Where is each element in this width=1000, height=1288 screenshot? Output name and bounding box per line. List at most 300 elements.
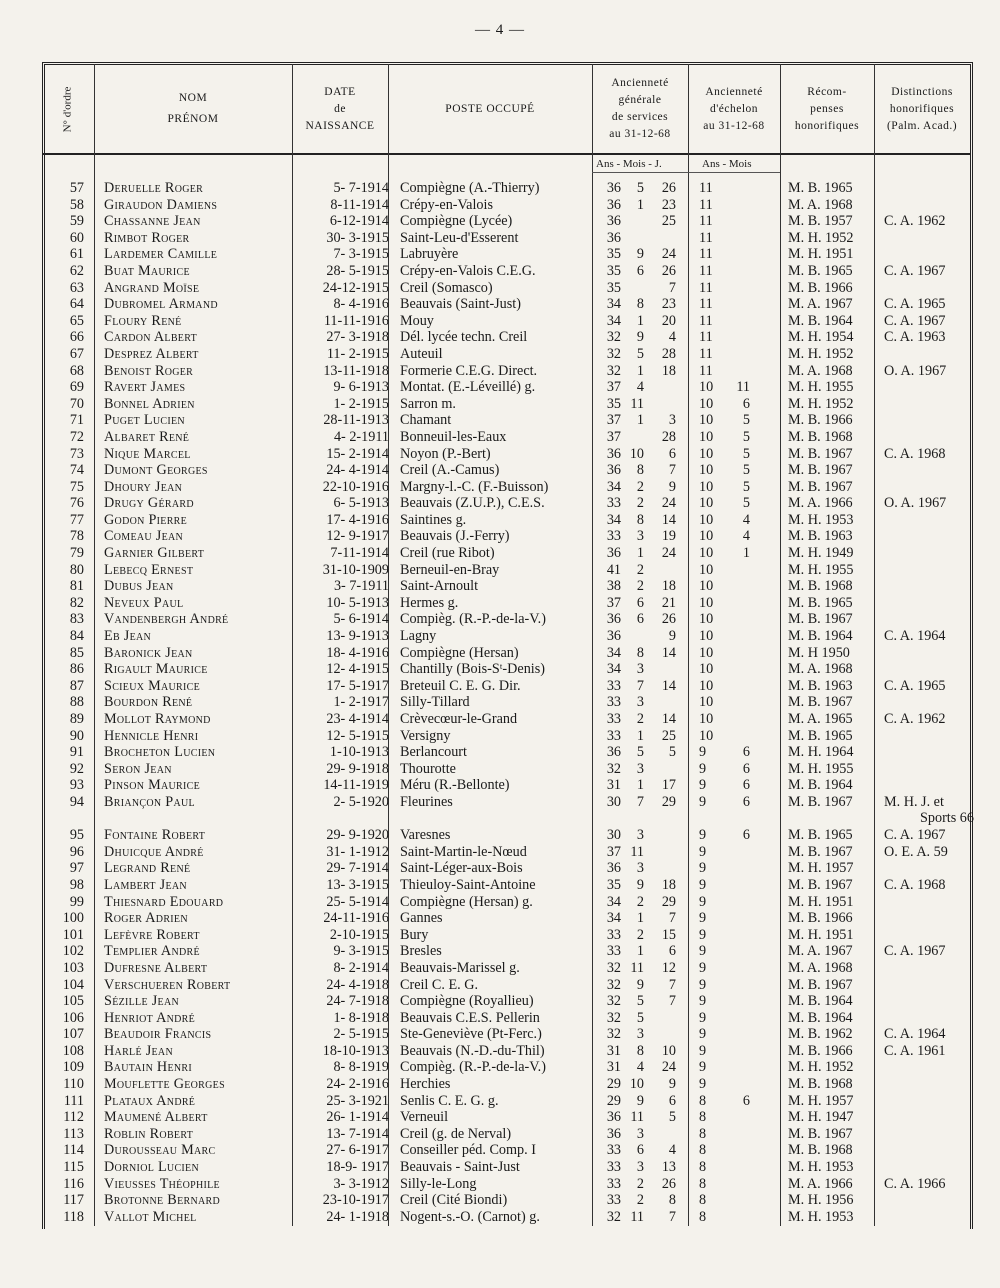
row-name: Fontaine Robert bbox=[104, 827, 206, 844]
row-position: Chamant bbox=[400, 412, 452, 429]
row-name: Comeau Jean bbox=[104, 528, 184, 545]
row-service-days: 18 bbox=[661, 876, 676, 893]
row-name: Dumont Georges bbox=[104, 462, 208, 479]
row-name: Baronick Jean bbox=[104, 644, 193, 661]
row-service-days: 26 bbox=[661, 180, 676, 196]
row-birthdate: 2- 5-1915 bbox=[333, 1026, 389, 1043]
row-service-days: 20 bbox=[661, 312, 676, 329]
row-award: M. B. 1964 bbox=[788, 993, 853, 1010]
row-number: 62 bbox=[69, 262, 84, 279]
row-service-years: 35 bbox=[606, 279, 621, 296]
row-name: Godon Pierre bbox=[104, 511, 188, 528]
row-service-months: 1 bbox=[636, 943, 644, 960]
row-service-days: 14 bbox=[661, 711, 676, 727]
row-award: M. B. 1963 bbox=[788, 528, 853, 545]
row-position: Creil (Somasco) bbox=[400, 279, 493, 296]
row-service-days: 24 bbox=[661, 495, 676, 512]
row-position: Crèvecœur-le-Grand bbox=[400, 711, 518, 727]
row-distinction: C. A. 1961 bbox=[884, 1042, 946, 1059]
row-number: 74 bbox=[69, 462, 84, 479]
row-echelon-years: 11 bbox=[699, 345, 713, 362]
row-number: 61 bbox=[69, 246, 84, 263]
row-name: Garnier Gilbert bbox=[104, 545, 205, 562]
header-anciennete-generale bbox=[594, 66, 686, 152]
row-position: Creil (rue Ribot) bbox=[400, 545, 495, 562]
row-echelon-months: 6 bbox=[742, 744, 750, 761]
row-birthdate: 31-10-1909 bbox=[322, 561, 389, 578]
row-distinction: C. A. 1964 bbox=[884, 628, 946, 645]
row-echelon-years: 10 bbox=[699, 711, 714, 727]
row-echelon-years: 8 bbox=[699, 1109, 707, 1126]
row-service-days: 24 bbox=[661, 246, 676, 263]
row-name: Hennicle Henri bbox=[104, 727, 199, 744]
row-number: 93 bbox=[69, 777, 84, 794]
row-position: Compièg. (R.-P.-de-la-V.) bbox=[400, 1059, 546, 1076]
row-service-months: 9 bbox=[636, 329, 644, 346]
row-birthdate: 3- 3-1912 bbox=[333, 1175, 389, 1192]
row-service-years: 35 bbox=[606, 246, 621, 263]
table-row bbox=[44, 462, 972, 479]
row-service-months: 11 bbox=[630, 1109, 644, 1126]
row-service-years: 33 bbox=[606, 495, 621, 512]
row-distinction: C. A. 1965 bbox=[884, 296, 946, 313]
row-award: M. H. 1956 bbox=[788, 1192, 854, 1209]
row-echelon-months: 5 bbox=[742, 478, 750, 495]
row-service-days: 25 bbox=[661, 213, 676, 230]
row-name: Bourdon René bbox=[104, 694, 193, 711]
row-birthdate: 8- 4-1916 bbox=[333, 296, 389, 313]
header-date bbox=[294, 66, 386, 152]
row-echelon-years: 11 bbox=[699, 213, 713, 230]
row-number: 65 bbox=[69, 312, 84, 329]
row-birthdate: 22-10-1916 bbox=[322, 478, 389, 495]
row-service-days: 7 bbox=[668, 462, 676, 479]
row-birthdate: 17- 4-1916 bbox=[326, 511, 389, 528]
row-award: M. B. 1968 bbox=[788, 1076, 853, 1093]
row-number: 60 bbox=[69, 229, 84, 246]
row-echelon-years: 10 bbox=[699, 644, 714, 661]
table-row bbox=[44, 1026, 972, 1043]
row-birthdate: 18-10-1913 bbox=[322, 1042, 389, 1059]
row-service-days: 9 bbox=[668, 1076, 676, 1093]
row-birthdate: 29- 9-1920 bbox=[326, 827, 389, 844]
row-name: Dorniol Lucien bbox=[104, 1159, 199, 1176]
row-award: M. B. 1966 bbox=[788, 910, 853, 927]
row-distinction: C. A. 1963 bbox=[884, 329, 946, 346]
table-row bbox=[44, 363, 972, 380]
row-number: 69 bbox=[69, 379, 84, 396]
row-echelon-months: 6 bbox=[742, 395, 750, 412]
header-line: penses bbox=[810, 102, 844, 115]
row-position: Labruyère bbox=[400, 246, 459, 263]
row-echelon-years: 8 bbox=[699, 1208, 707, 1225]
row-echelon-months: 6 bbox=[742, 777, 750, 794]
row-position: Hermes g. bbox=[400, 594, 459, 611]
row-position: Beauvais C.E.S. Pellerin bbox=[400, 1009, 540, 1026]
row-number: 57 bbox=[69, 180, 84, 196]
row-award: M. H. 1947 bbox=[788, 1109, 854, 1126]
row-distinction-continued: Sports 66 bbox=[920, 809, 974, 826]
row-service-days: 12 bbox=[661, 959, 676, 976]
row-service-days: 24 bbox=[661, 545, 676, 562]
header-line: honorifiques bbox=[794, 119, 860, 132]
table-row bbox=[44, 1176, 972, 1193]
header-nom-line: NOM bbox=[178, 92, 208, 104]
row-birthdate: 7- 3-1915 bbox=[333, 246, 389, 263]
row-number: 73 bbox=[69, 445, 84, 462]
row-echelon-years: 8 bbox=[699, 1159, 707, 1176]
table-row bbox=[44, 844, 972, 861]
row-distinction: C. A. 1968 bbox=[884, 445, 946, 462]
row-birthdate: 23-10-1917 bbox=[322, 1192, 389, 1209]
row-service-years: 37 bbox=[606, 379, 621, 396]
row-echelon-years: 10 bbox=[699, 561, 714, 578]
row-birthdate: 11- 2-1915 bbox=[326, 345, 389, 362]
row-service-months: 5 bbox=[636, 993, 644, 1010]
row-award: M. B. 1965 bbox=[788, 594, 853, 611]
table-row bbox=[44, 429, 972, 446]
row-name: Vieusses Théophile bbox=[104, 1175, 220, 1192]
row-distinction: C. A. 1967 bbox=[884, 827, 946, 844]
row-echelon-years: 9 bbox=[699, 910, 707, 927]
row-distinction: C. A. 1966 bbox=[884, 1175, 946, 1192]
row-number: 96 bbox=[69, 843, 84, 860]
row-birthdate: 10- 5-1913 bbox=[326, 594, 389, 611]
row-service-years: 36 bbox=[606, 213, 621, 230]
header-recompenses bbox=[782, 66, 872, 152]
row-service-days: 6 bbox=[668, 445, 676, 462]
row-service-years: 34 bbox=[606, 296, 621, 313]
row-service-days: 26 bbox=[661, 262, 676, 279]
row-position: Varesnes bbox=[400, 827, 451, 844]
row-service-months: 8 bbox=[636, 462, 644, 479]
table-row bbox=[44, 711, 972, 728]
row-number: 70 bbox=[69, 395, 84, 412]
row-award: M. H 1950 bbox=[788, 644, 850, 661]
row-service-days: 18 bbox=[661, 578, 676, 595]
row-name: Desprez Albert bbox=[104, 345, 199, 362]
row-echelon-years: 8 bbox=[699, 1142, 707, 1159]
header-date-line: de bbox=[334, 102, 346, 115]
row-service-days: 15 bbox=[661, 926, 676, 943]
row-award: M. B. 1967 bbox=[788, 445, 853, 462]
row-birthdate: 1- 8-1918 bbox=[333, 1009, 389, 1026]
row-service-days: 6 bbox=[668, 943, 676, 960]
row-service-years: 33 bbox=[606, 926, 621, 943]
row-number: 106 bbox=[62, 1009, 84, 1026]
row-number: 83 bbox=[69, 611, 84, 628]
row-echelon-years: 11 bbox=[699, 262, 713, 279]
table-row bbox=[44, 877, 972, 894]
table-row bbox=[44, 1126, 972, 1143]
header-divider bbox=[42, 153, 971, 155]
row-position: Compièg. (R.-P.-de-la-V.) bbox=[400, 611, 546, 628]
row-service-months: 6 bbox=[636, 594, 644, 611]
subheader-anciennete-generale: Ans - Mois - J. bbox=[596, 158, 662, 170]
row-award: M. A. 1968 bbox=[788, 362, 853, 379]
table-row bbox=[44, 346, 972, 363]
row-birthdate: 31- 1-1912 bbox=[326, 843, 389, 860]
table-row bbox=[44, 595, 972, 612]
row-service-months: 6 bbox=[636, 262, 644, 279]
row-echelon-years: 10 bbox=[699, 379, 714, 396]
row-service-days: 23 bbox=[661, 296, 676, 313]
row-service-months: 3 bbox=[636, 860, 644, 877]
row-number: 80 bbox=[69, 561, 84, 578]
table-row bbox=[44, 943, 972, 960]
row-position: Herchies bbox=[400, 1076, 451, 1093]
row-service-years: 34 bbox=[606, 893, 621, 910]
row-number: 113 bbox=[63, 1125, 84, 1142]
row-service-days: 29 bbox=[661, 793, 676, 810]
row-distinction: C. A. 1968 bbox=[884, 876, 946, 893]
row-position: Beauvais-Marissel g. bbox=[400, 959, 520, 976]
header-distinctions bbox=[876, 66, 968, 152]
row-distinction: C. A. 1967 bbox=[884, 262, 946, 279]
row-name: Giraudon Damiens bbox=[104, 196, 218, 213]
row-birthdate: 1- 2-1917 bbox=[333, 694, 389, 711]
row-number: 67 bbox=[69, 345, 84, 362]
row-number: 78 bbox=[69, 528, 84, 545]
row-position: Beauvais (N.-D.-du-Thil) bbox=[400, 1042, 545, 1059]
row-echelon-years: 9 bbox=[699, 777, 707, 794]
row-service-days: 23 bbox=[661, 196, 676, 213]
row-echelon-years: 9 bbox=[699, 793, 707, 810]
row-name: Floury René bbox=[104, 312, 182, 329]
row-service-years: 32 bbox=[606, 760, 621, 777]
row-name: Durousseau Marc bbox=[104, 1142, 216, 1159]
row-echelon-years: 10 bbox=[699, 528, 714, 545]
table-row bbox=[44, 528, 972, 545]
row-award: M. B. 1964 bbox=[788, 628, 853, 645]
row-number: 64 bbox=[69, 296, 84, 313]
row-position: Senlis C. E. G. g. bbox=[400, 1092, 499, 1109]
row-service-days: 3 bbox=[668, 412, 676, 429]
row-echelon-years: 10 bbox=[699, 727, 714, 744]
row-award: M. H. 1964 bbox=[788, 744, 854, 761]
row-birthdate: 29- 7-1914 bbox=[326, 860, 389, 877]
header-date-line: NAISSANCE bbox=[305, 119, 375, 132]
row-position: Fleurines bbox=[400, 793, 453, 810]
table-row bbox=[44, 977, 972, 994]
row-position: Compiègne (Royallieu) bbox=[400, 993, 534, 1010]
row-award: M. B. 1968 bbox=[788, 1142, 853, 1159]
row-number: 86 bbox=[69, 661, 84, 678]
row-service-months: 9 bbox=[636, 976, 644, 993]
row-echelon-years: 9 bbox=[699, 860, 707, 877]
row-echelon-years: 10 bbox=[699, 428, 714, 445]
row-echelon-years: 9 bbox=[699, 1026, 707, 1043]
row-service-months: 1 bbox=[636, 727, 644, 744]
row-service-days: 13 bbox=[661, 1159, 676, 1176]
row-birthdate: 6-12-1914 bbox=[329, 213, 389, 230]
row-name: Vandenbergh André bbox=[104, 611, 229, 628]
row-service-days: 19 bbox=[661, 528, 676, 545]
row-number: 114 bbox=[63, 1142, 84, 1159]
row-service-years: 32 bbox=[606, 329, 621, 346]
row-service-years: 33 bbox=[606, 677, 621, 694]
row-service-months: 6 bbox=[636, 611, 644, 628]
row-service-years: 35 bbox=[606, 876, 621, 893]
row-echelon-years: 10 bbox=[699, 628, 714, 645]
row-service-months: 7 bbox=[636, 677, 644, 694]
row-echelon-years: 10 bbox=[699, 661, 714, 678]
row-birthdate: 23- 4-1914 bbox=[326, 711, 389, 727]
row-echelon-years: 10 bbox=[699, 677, 714, 694]
row-birthdate: 1-10-1913 bbox=[329, 744, 389, 761]
row-number: 77 bbox=[69, 511, 84, 528]
row-birthdate: 8- 2-1914 bbox=[333, 959, 389, 976]
row-number: 116 bbox=[63, 1175, 84, 1192]
header-poste-label: POSTE OCCUPÉ bbox=[445, 102, 535, 115]
row-position: Nogent-s.-O. (Carnot) g. bbox=[400, 1208, 540, 1225]
table-row bbox=[44, 213, 972, 230]
row-award: M. B. 1965 bbox=[788, 262, 853, 279]
row-echelon-years: 9 bbox=[699, 893, 707, 910]
row-number: 58 bbox=[69, 196, 84, 213]
row-number: 87 bbox=[69, 677, 84, 694]
row-award: M. H. 1957 bbox=[788, 860, 854, 877]
row-position: Silly-Tillard bbox=[400, 694, 470, 711]
row-echelon-years: 9 bbox=[699, 959, 707, 976]
table-row bbox=[44, 1142, 972, 1159]
row-name: Briançon Paul bbox=[104, 793, 195, 810]
row-echelon-years: 9 bbox=[699, 760, 707, 777]
row-distinction: O. E. A. 59 bbox=[884, 843, 948, 860]
row-name: Henriot André bbox=[104, 1009, 196, 1026]
row-award: M. H. 1952 bbox=[788, 229, 854, 246]
table-row bbox=[44, 678, 972, 695]
row-name: Deruelle Roger bbox=[104, 180, 204, 196]
table-row bbox=[44, 910, 972, 927]
row-service-years: 36 bbox=[606, 1125, 621, 1142]
row-name: Lardemer Camille bbox=[104, 246, 218, 263]
row-service-months: 8 bbox=[636, 296, 644, 313]
row-service-months: 9 bbox=[636, 876, 644, 893]
row-service-days: 4 bbox=[668, 1142, 676, 1159]
row-echelon-months: 5 bbox=[742, 445, 750, 462]
row-service-days: 6 bbox=[668, 1092, 676, 1109]
table-row bbox=[44, 1159, 972, 1176]
row-award: M. H. 1952 bbox=[788, 395, 854, 412]
row-number: 95 bbox=[69, 827, 84, 844]
header-line: au 31-12-68 bbox=[609, 128, 671, 140]
row-position: Verneuil bbox=[400, 1109, 449, 1126]
row-position: Compiègne (Hersan) g. bbox=[400, 893, 533, 910]
table-row bbox=[44, 230, 972, 247]
row-service-years: 33 bbox=[606, 1142, 621, 1159]
table-row bbox=[44, 794, 972, 827]
row-echelon-years: 11 bbox=[699, 329, 713, 346]
table-row bbox=[44, 827, 972, 844]
row-service-months: 1 bbox=[636, 362, 644, 379]
row-award: M. H. 1951 bbox=[788, 893, 854, 910]
row-echelon-years: 9 bbox=[699, 876, 707, 893]
table-row bbox=[44, 479, 972, 496]
row-service-years: 36 bbox=[606, 196, 621, 213]
row-position: Beauvais (J.-Ferry) bbox=[400, 528, 510, 545]
row-distinction: C. A. 1967 bbox=[884, 943, 946, 960]
row-birthdate: 24- 7-1918 bbox=[326, 993, 389, 1010]
row-service-days: 29 bbox=[661, 893, 676, 910]
row-service-months: 3 bbox=[636, 528, 644, 545]
row-name: Scieux Maurice bbox=[104, 677, 201, 694]
row-number: 109 bbox=[62, 1059, 84, 1076]
row-position: Compiègne (Hersan) bbox=[400, 644, 519, 661]
row-service-days: 9 bbox=[668, 478, 676, 495]
row-name: Angrand Moïse bbox=[104, 279, 200, 296]
row-position: Chantilly (Bois-Sᵗ-Denis) bbox=[400, 661, 545, 678]
table-row bbox=[44, 628, 972, 645]
row-name: Mouflette Georges bbox=[104, 1076, 225, 1093]
table-row bbox=[44, 313, 972, 330]
row-service-years: 32 bbox=[606, 1208, 621, 1225]
row-service-days: 7 bbox=[668, 279, 676, 296]
header-date-line: DATE bbox=[324, 85, 356, 98]
row-name: Buat Maurice bbox=[104, 262, 190, 279]
row-award: M. B. 1967 bbox=[788, 876, 853, 893]
row-position: Saint-Léger-aux-Bois bbox=[400, 860, 523, 877]
row-award: M. H. 1952 bbox=[788, 345, 854, 362]
row-award: M. B. 1963 bbox=[788, 677, 853, 694]
row-service-months: 10 bbox=[629, 445, 644, 462]
row-echelon-years: 10 bbox=[699, 694, 714, 711]
row-name: Templier André bbox=[104, 943, 200, 960]
row-service-years: 36 bbox=[606, 744, 621, 761]
row-echelon-years: 8 bbox=[699, 1175, 707, 1192]
row-service-months: 8 bbox=[636, 644, 644, 661]
row-number: 82 bbox=[69, 594, 84, 611]
row-birthdate: 5- 7-1914 bbox=[333, 180, 389, 196]
row-service-years: 35 bbox=[606, 262, 621, 279]
row-award: M. B. 1967 bbox=[788, 478, 853, 495]
row-birthdate: 26- 1-1914 bbox=[326, 1109, 389, 1126]
row-echelon-years: 11 bbox=[699, 180, 713, 196]
row-birthdate: 27- 6-1917 bbox=[326, 1142, 389, 1159]
row-echelon-months: 6 bbox=[742, 793, 750, 810]
row-name: Drugy Gérard bbox=[104, 495, 194, 512]
row-service-months: 3 bbox=[636, 694, 644, 711]
row-service-months: 10 bbox=[629, 1076, 644, 1093]
table-row bbox=[44, 180, 972, 197]
row-service-months: 4 bbox=[636, 379, 644, 396]
row-birthdate: 4- 2-1911 bbox=[333, 428, 389, 445]
row-service-years: 35 bbox=[606, 395, 621, 412]
row-number: 75 bbox=[69, 478, 84, 495]
row-service-years: 33 bbox=[606, 694, 621, 711]
row-award: M. B. 1964 bbox=[788, 777, 853, 794]
row-service-days: 21 bbox=[661, 594, 676, 611]
row-name: Sézille Jean bbox=[104, 993, 179, 1010]
header-ordre bbox=[44, 66, 92, 152]
row-number: 76 bbox=[69, 495, 84, 512]
row-birthdate: 24- 1-1918 bbox=[326, 1208, 389, 1225]
row-service-years: 36 bbox=[606, 860, 621, 877]
table-row bbox=[44, 296, 972, 313]
row-award: M. H. 1951 bbox=[788, 246, 854, 263]
row-award: M. A. 1966 bbox=[788, 1175, 853, 1192]
header-anciennete-echelon bbox=[690, 66, 778, 152]
header-line: Ancienneté bbox=[705, 85, 763, 98]
row-echelon-years: 9 bbox=[699, 1009, 707, 1026]
table-row bbox=[44, 1109, 972, 1126]
row-service-years: 38 bbox=[606, 578, 621, 595]
row-service-months: 3 bbox=[636, 1159, 644, 1176]
row-number: 99 bbox=[69, 893, 84, 910]
row-service-days: 5 bbox=[668, 744, 676, 761]
row-service-months: 1 bbox=[636, 412, 644, 429]
row-position: Breteuil C. E. G. Dir. bbox=[400, 677, 521, 694]
